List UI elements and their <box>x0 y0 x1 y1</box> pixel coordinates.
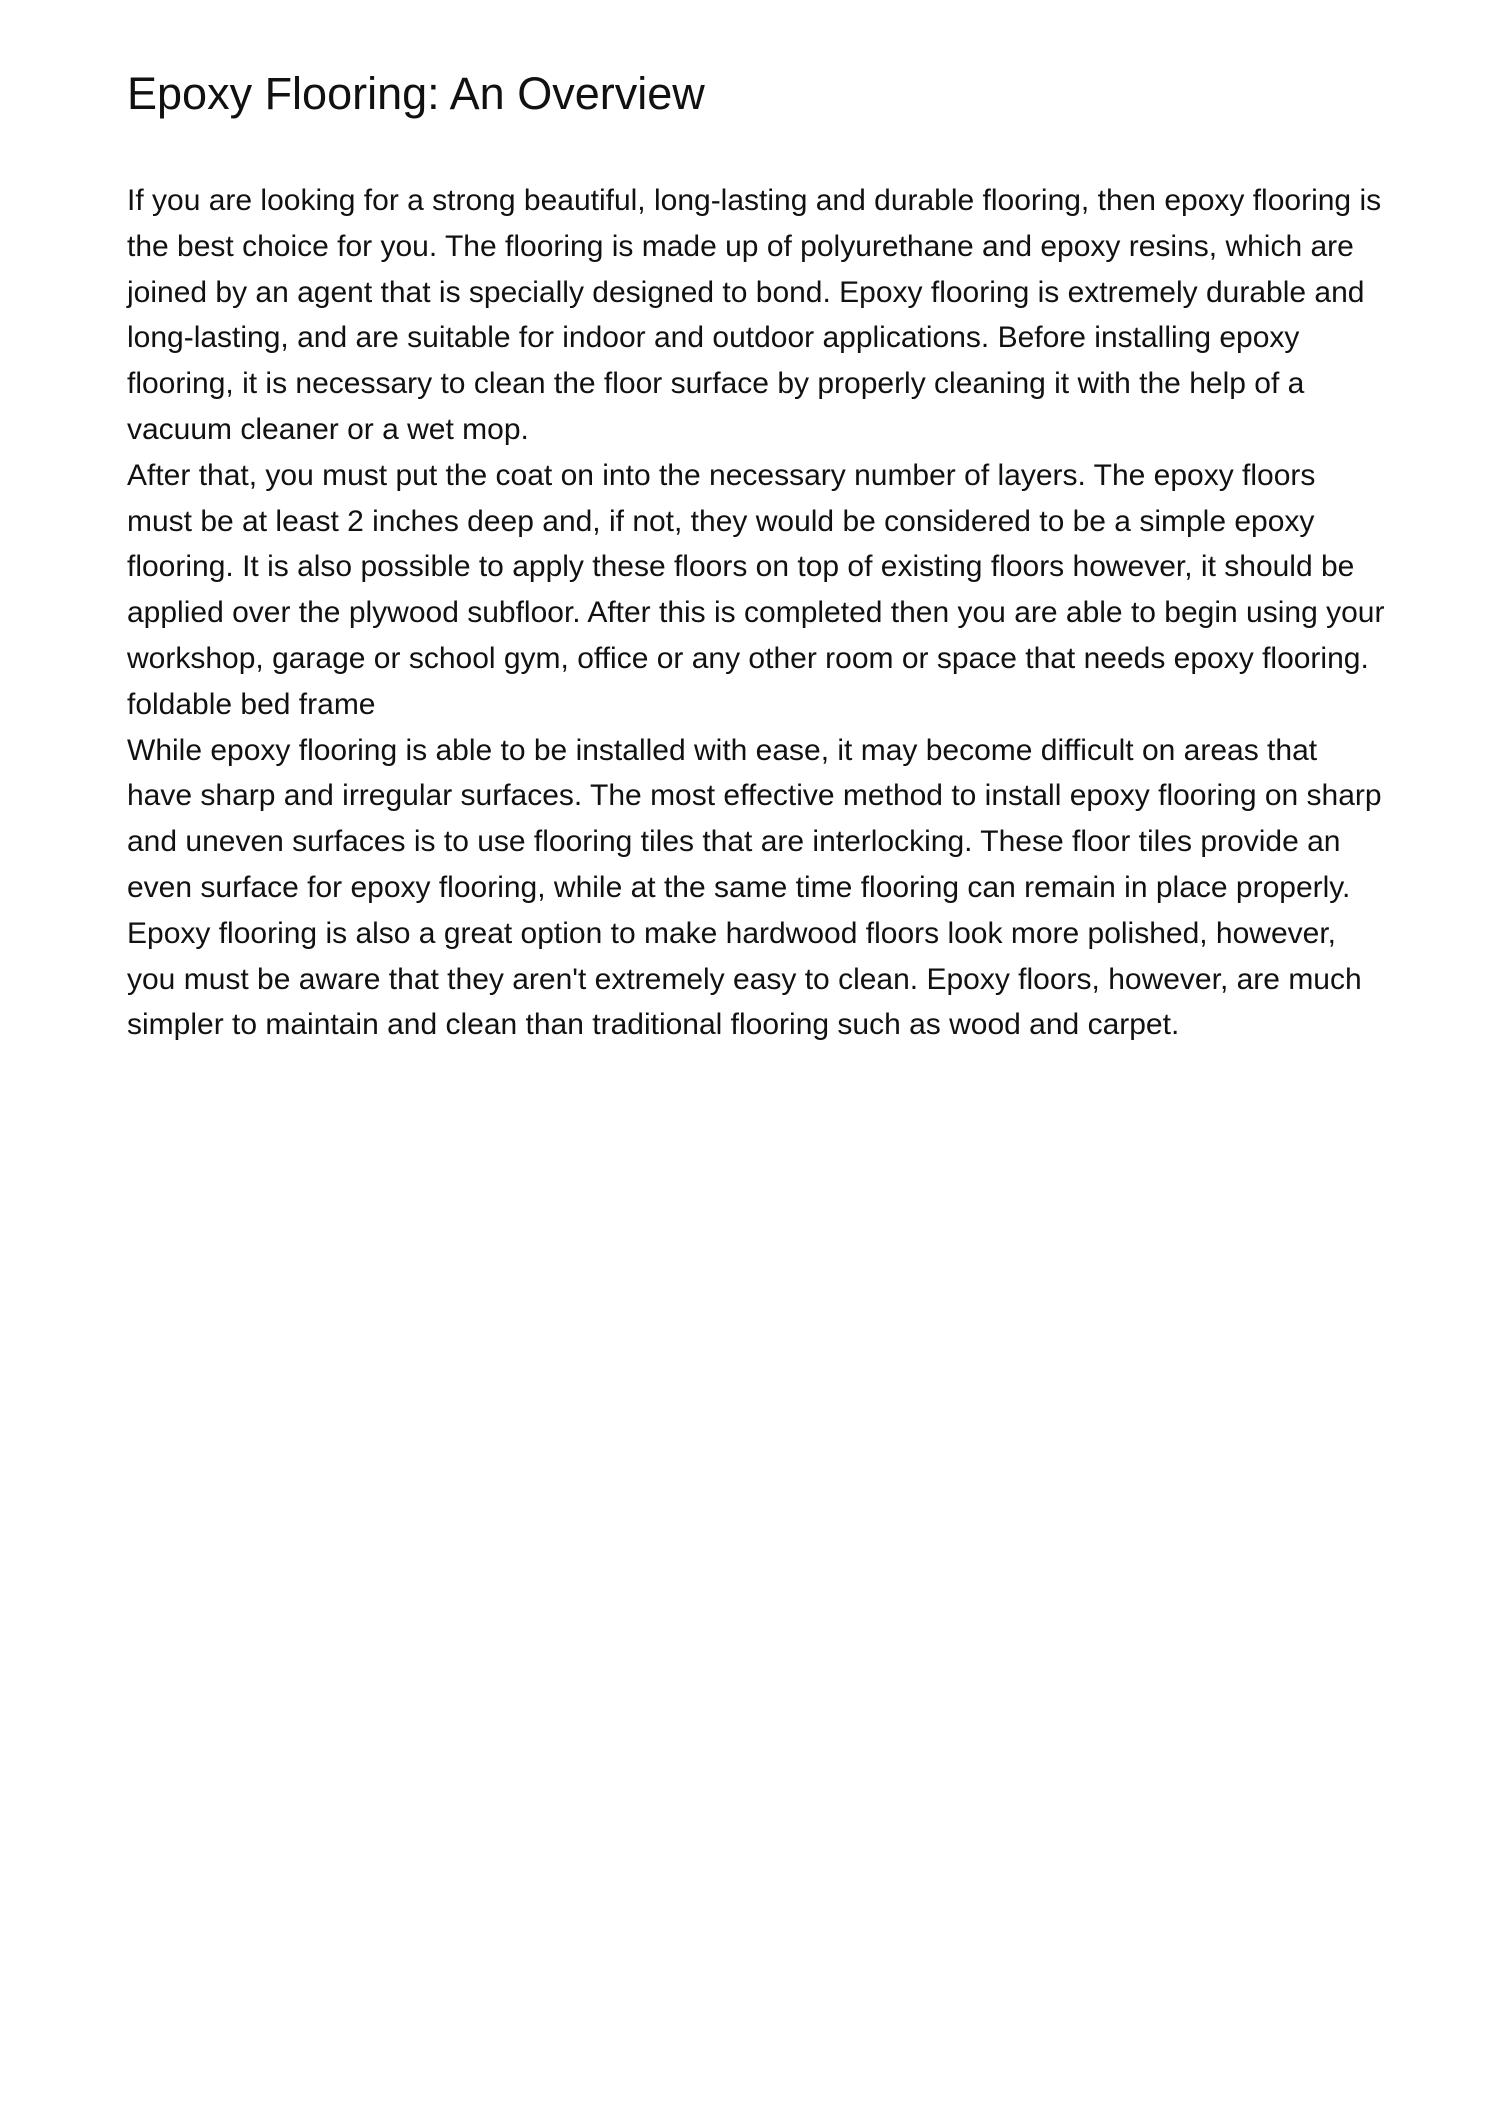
document-body <box>127 58 1387 1048</box>
paragraph-intro: If you are looking for a strong beautiful, long-lasting and durable flooring, then epoxy flooring is the best choice for you. The flooring is made up of polyurethane and epoxy resins, which are joined by an agent that is specially designed to bond. Epoxy flooring is extremely durable and long-lasting, and are suitable for indoor and outdoor applications. Before installing epoxy flooring, it is necessary to clean the floor surface by properly cleaning it with the help of a vacuum cleaner or a wet mop. <box>127 184 1382 446</box>
paragraph-application: After that, you must put the coat on into the necessary number of layers. The epoxy floors must be at least 2 inches deep and, if not, they would be considered to be a simple epoxy flooring. It is also possible to apply these floors on top of existing floors however, it should be applied over the plywood subfloor. After this is completed then you are able to begin using your workshop, garage or school gym, office or any other room or space that needs epoxy flooring. <box>127 458 1385 675</box>
document-title: Epoxy Flooring: An Overview <box>127 68 705 119</box>
paragraph-keyword: foldable bed frame <box>127 687 376 721</box>
paragraph-uneven-surfaces: While epoxy flooring is able to be installed with ease, it may become difficult on areas that have sharp and irregular surfaces. The most effective method to install epoxy flooring on sharp and uneven surfaces is to use flooring tiles that are interlocking. These floor tiles provide an even surface for epoxy flooring, while at the same time flooring can remain in place properly. Epoxy flooring is also a great option to make hardwood floors look more polished, however, you must be aware that they aren't extremely easy to clean. Epoxy floors, however, are much simpler to maintain and clean than traditional flooring such as wood and carpet. <box>127 733 1382 1042</box>
